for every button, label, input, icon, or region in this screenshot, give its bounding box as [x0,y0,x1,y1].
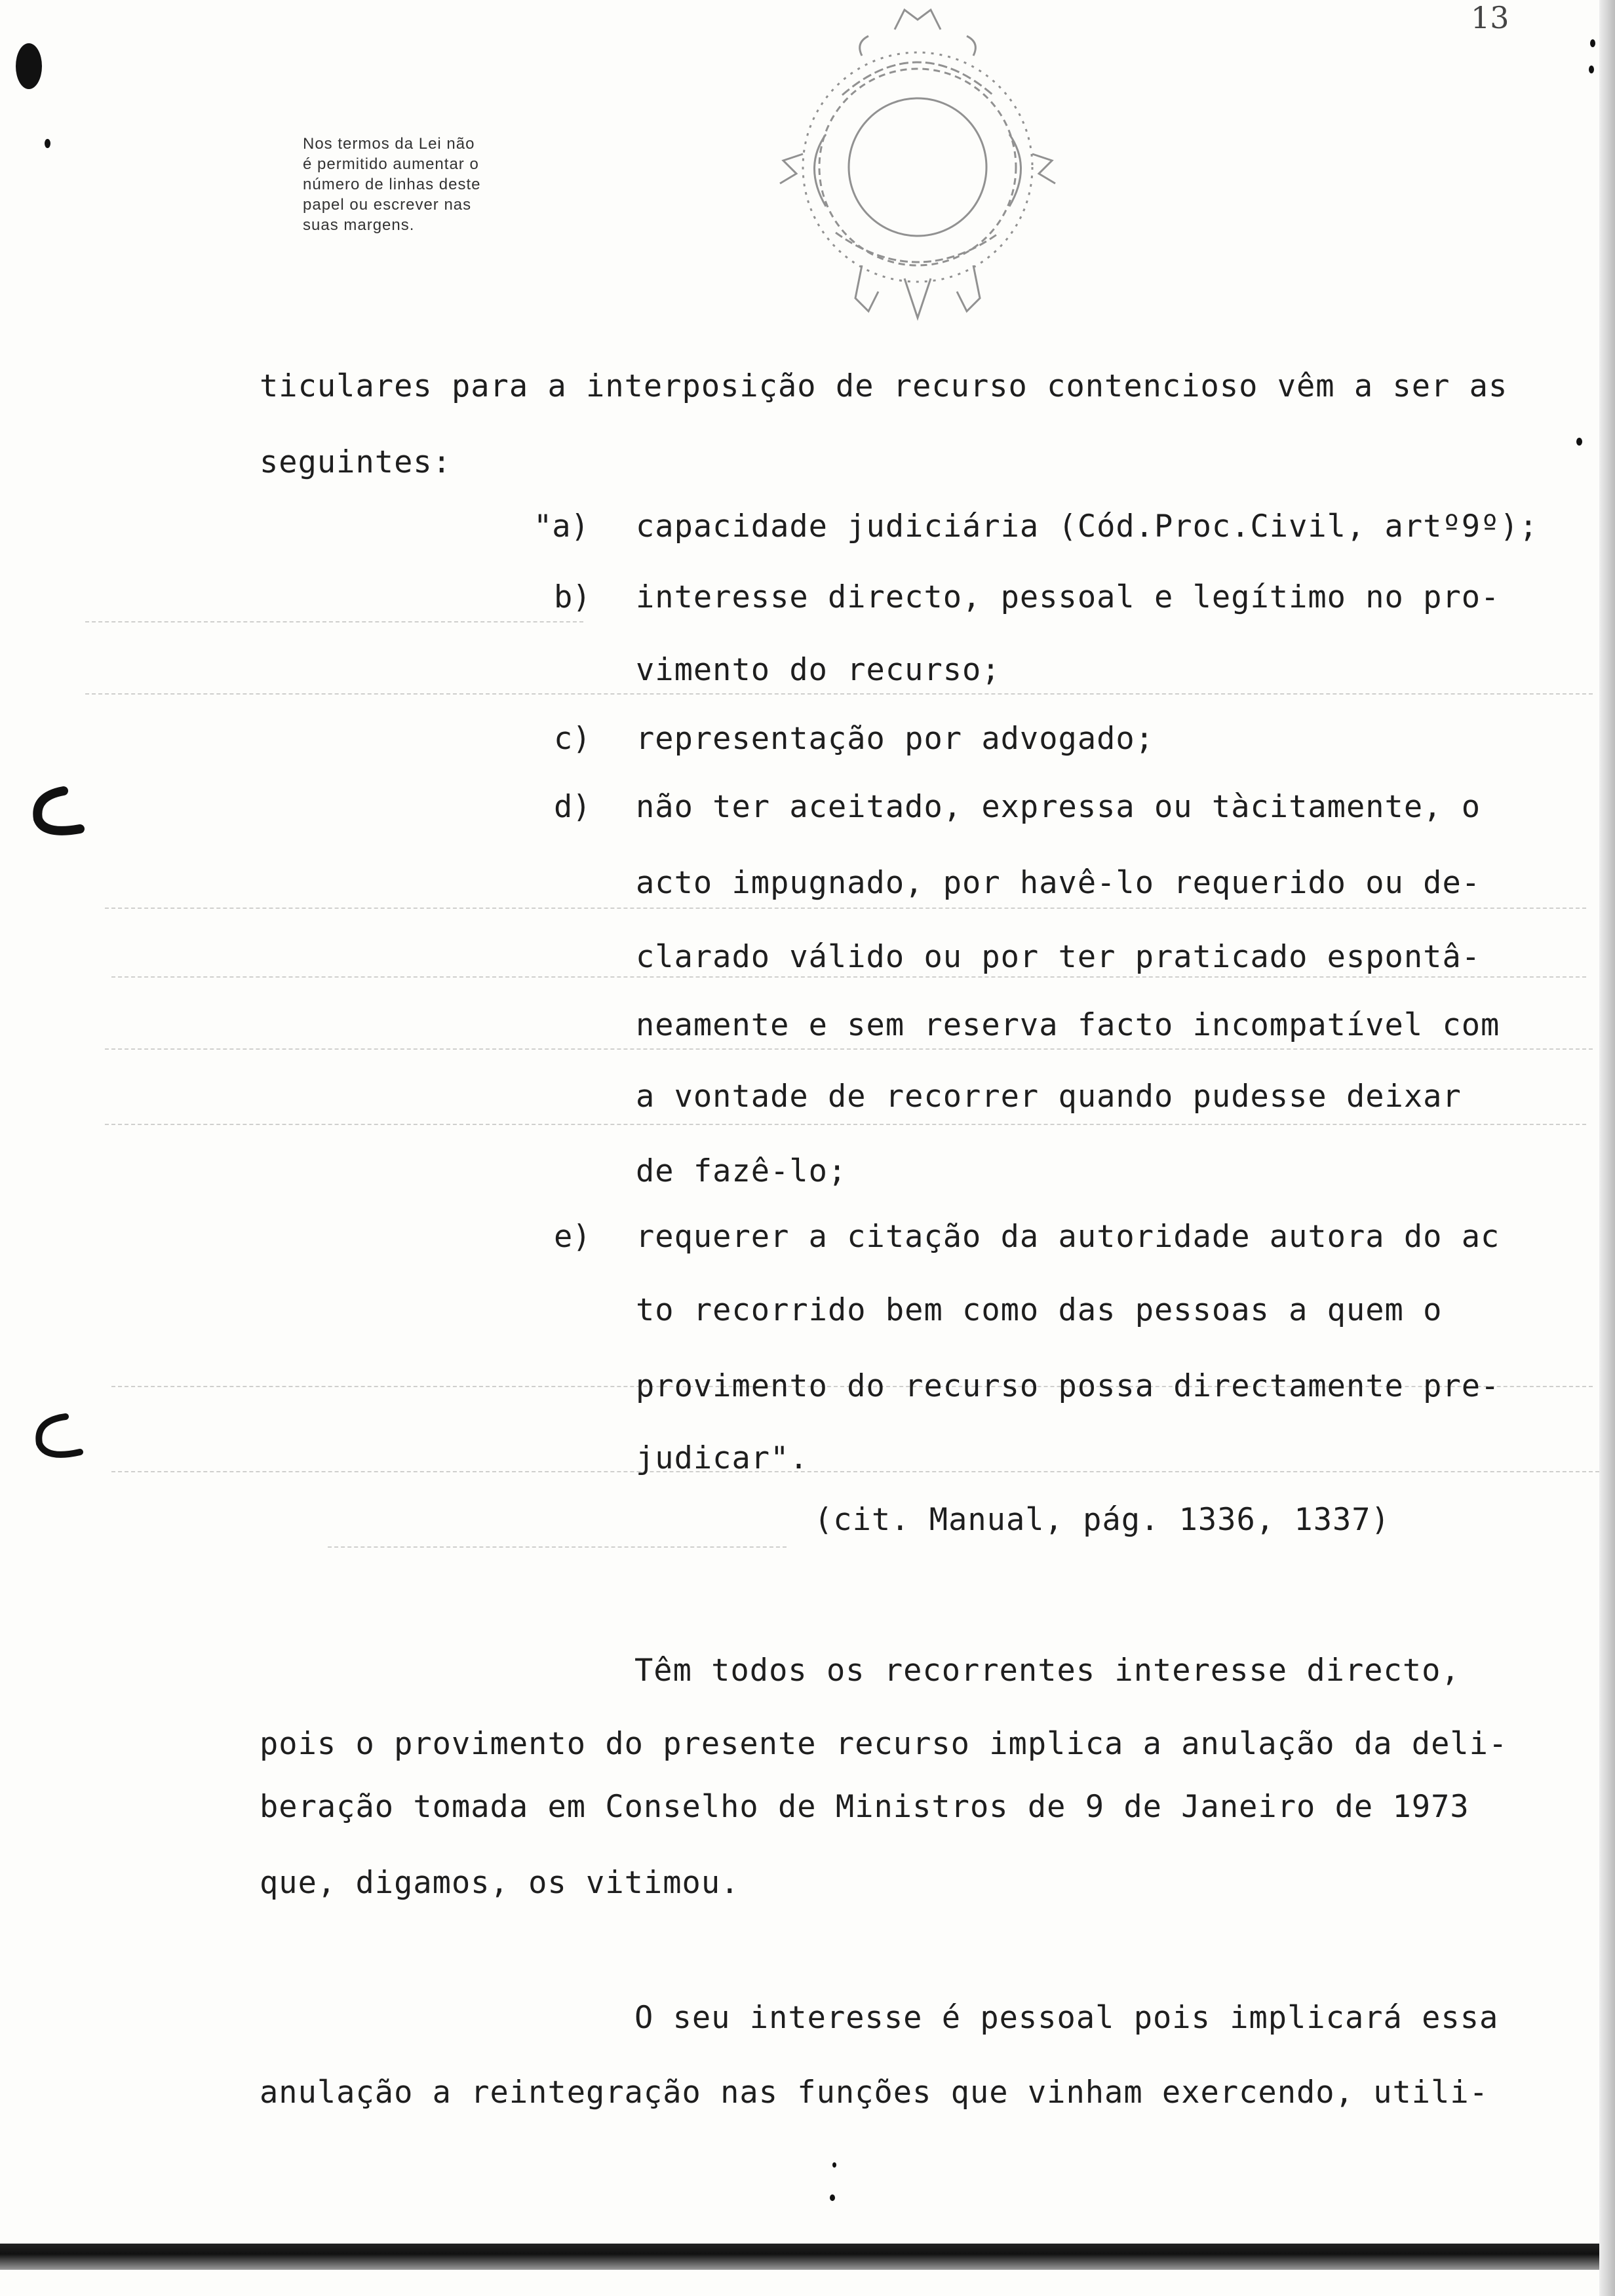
clip-mark-icon [28,783,87,842]
list-item-line: interesse directo, pessoal e legítimo no pro- [636,579,1500,615]
page-number: 13 [1471,0,1509,35]
paragraph-line: que, digamos, os vitimou. [260,1865,740,1901]
list-item-line: a vontade de recorrer quando pudesse deixar [636,1079,1462,1115]
paragraph-line: O seu interesse é pessoal pois implicará essa [634,2000,1499,2036]
list-item-line: de fazê-lo; [636,1153,847,1189]
list-item-line: não ter aceitado, expressa ou tàcitamente, o [636,789,1481,825]
list-item-label: c) [554,721,591,757]
citation: (cit. Manual, pág. 1336, 1337) [814,1502,1390,1538]
scan-edge [1599,0,1615,2296]
paragraph-line: beração tomada em Conselho de Ministros de 9 de Janeiro de 1973 [260,1789,1469,1825]
legal-note-line: número de linhas deste [303,176,481,193]
clip-mark-icon [28,1407,87,1466]
list-item-line: neamente e sem reserva facto incompatível com [636,1007,1500,1043]
list-item-line: capacidade judiciária (Cód.Proc.Civil, artº9º); [636,508,1538,545]
list-item-label: "a) [534,508,589,545]
list-item-line: to recorrido bem como das pessoas a quem o [636,1292,1443,1328]
list-item-label: e) [554,1219,591,1255]
punch-hole-mark [16,43,42,89]
list-item-label: b) [554,579,591,615]
legal-note-line: é permitido aumentar o [303,155,479,173]
scan-bottom-edge [0,2244,1599,2270]
list-item-line: vimento do recurso; [636,652,1001,688]
paragraph-line: anulação a reintegração nas funções que vinham exercendo, utili- [260,2075,1489,2111]
list-item-line: clarado válido ou por ter praticado espontâ- [636,939,1481,975]
paragraph-line: Têm todos os recorrentes interesse directo, [634,1653,1460,1689]
list-item-line: provimento do recurso possa directamente pre- [636,1368,1500,1404]
list-item-line: representação por advogado; [636,721,1155,757]
legal-note-line: Nos termos da Lei não [303,135,475,153]
paragraph-line: pois o provimento do presente recurso implica a anulação da deli- [260,1726,1508,1762]
list-item-line: acto impugnado, por havê-lo requerido ou de- [636,865,1481,901]
body-line: ticulares para a interposição de recurso contencioso vêm a ser as [260,368,1508,404]
legal-note-line: papel ou escrever nas [303,196,472,214]
body-line: seguintes: [260,444,452,480]
list-item-label: d) [554,789,591,825]
list-item-line: judicar". [636,1440,809,1476]
legal-note [303,134,565,235]
coat-of-arms-seal-icon [764,3,1072,324]
list-item-line: requerer a citação da autoridade autora do ac [636,1219,1500,1255]
legal-note-line: suas margens. [303,216,415,234]
